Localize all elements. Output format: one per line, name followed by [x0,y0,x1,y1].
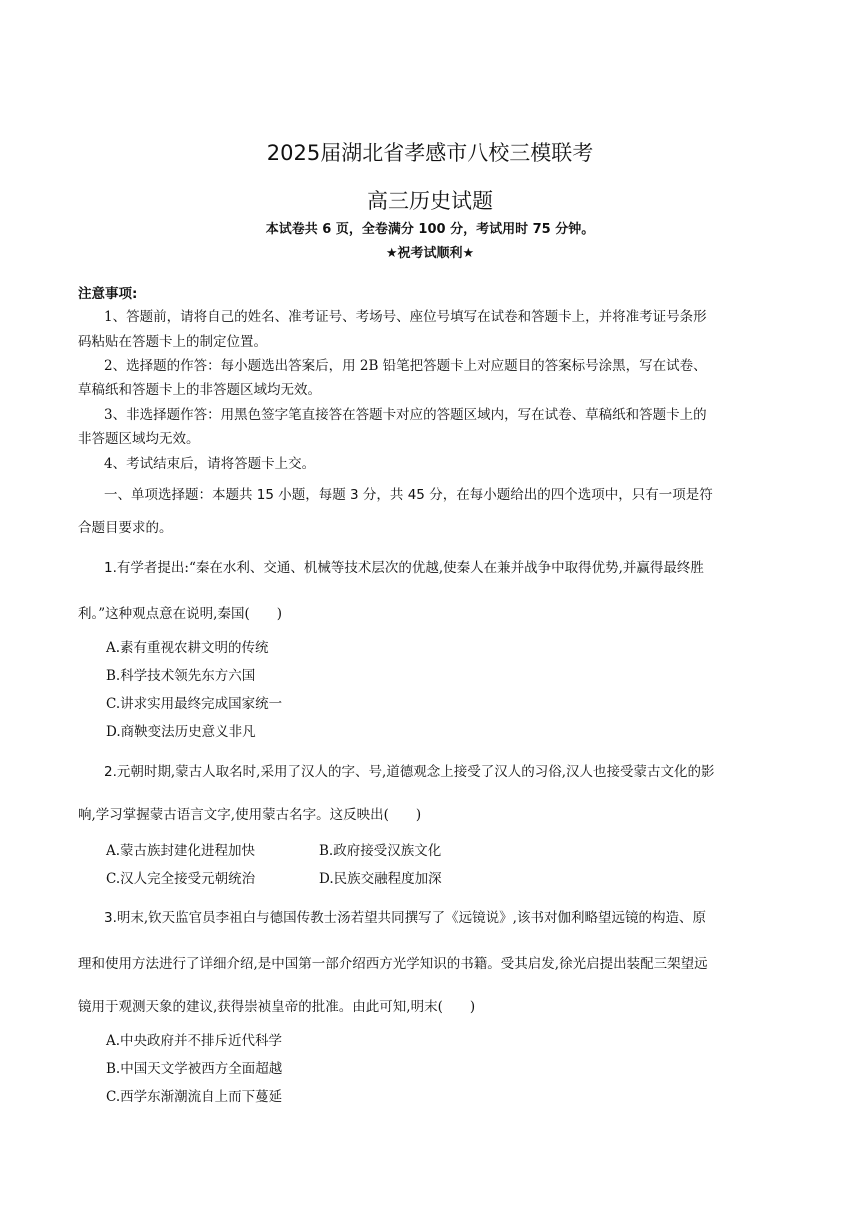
notice-item-3-line-2: 非答题区域均无效。 [78,431,200,447]
exam-info: 本试卷共 6 页，全卷满分 100 分，考试用时 75 分钟。 [265,222,595,237]
question-1-stem: 有学者提出:“秦在水利、交通、机械等技术层次的优越,使秦人在兼并战争中取得优势,并赢得最终胜 [116,560,704,576]
notice-item-1-line-1: 1、答题前，请将自己的姓名、准考证号、考场号、座位号填写在试卷和答题卡上，并将准考证号条形 [104,309,707,325]
section-1-heading [104,485,713,505]
question-1-option-c[interactable]: C.讲求实用最终完成国家统一 [106,696,283,712]
question-3-line-1 [104,908,706,928]
question-2-option-d[interactable]: D.民族交融程度加深 [319,871,442,887]
question-3-option-c[interactable]: C.西学东渐潮流自上而下蔓延 [106,1089,283,1105]
notice-item-4: 4、考试结束后，请将答题卡上交。 [104,456,316,472]
question-1-option-b[interactable]: B.科学技术领先东方六国 [106,668,256,684]
question-2-number: 2. [104,764,117,780]
question-2-line-1 [104,762,715,782]
subject-title: 高三历史试题 [367,189,493,213]
question-1-line-2: 利。”这种观点意在说明,秦国( ) [78,606,282,622]
question-2-stem: 元朝时期,蒙古人取名时,采用了汉人的字、号,道德观念上接受了汉人的习俗,汉人也接受蒙古文化的影 [116,764,715,780]
question-2-option-a[interactable]: A.蒙古族封建化进程加快 [106,843,256,859]
question-1-line-1 [104,558,704,578]
section-1-instructions: 本题共 15 小题，每题 3 分，共 45 分，在每小题给出的四个选项中，只有一项是符 [212,487,713,503]
question-3-line-3: 镜用于观测天象的建议,获得崇祯皇帝的批准。由此可知,明末( ) [78,999,476,1015]
good-luck-text: ★祝考试顺利★ [385,246,475,261]
question-3-number: 3. [104,910,117,926]
question-2-option-b[interactable]: B.政府接受汉族文化 [319,843,442,859]
question-3-option-b[interactable]: B.中国天文学被西方全面超越 [106,1061,283,1077]
exam-title: 2025届湖北省孝感市八校三模联考 [266,141,594,165]
question-3-stem: 明末,钦天监官员李祖白与德国传教士汤若望共同撰写了《远镜说》,该书对伽利略望远镜的构造、原 [116,910,706,926]
section-1-prefix: 一、单项选择题： [104,487,212,503]
section-1-instructions-line-2: 合题目要求的。 [78,520,173,536]
question-2-line-2: 响,学习掌握蒙古语言文字,使用蒙古名字。这反映出( ) [78,807,422,823]
question-1-number: 1. [104,560,117,576]
notice-item-2-line-1: 2、选择题的作答：每小题选出答案后，用 2B 铅笔把答题卡上对应题目的答案标号涂黑，写在试卷、 [104,358,707,374]
question-2-option-c[interactable]: C.汉人完全接受元朝统治 [106,871,256,887]
notice-item-2-line-2: 草稿纸和答题卡上的非答题区域均无效。 [78,382,321,398]
question-3-line-2: 理和使用方法进行了详细介绍,是中国第一部介绍西方光学知识的书籍。受其启发,徐光启提出装配三架望远 [78,956,708,972]
notice-item-3-line-1: 3、非选择题作答：用黑色签字笔直接答在答题卡对应的答题区域内，写在试卷、草稿纸和答题卡上的 [104,407,707,423]
notice-heading: 注意事项: [78,286,138,302]
question-3-option-a[interactable]: A.中央政府并不排斥近代科学 [106,1033,283,1049]
notice-item-1-line-2: 码粘贴在答题卡上的制定位置。 [78,334,267,350]
question-1-option-a[interactable]: A.素有重视农耕文明的传统 [106,640,269,656]
question-1-option-d[interactable]: D.商鞅变法历史意义非凡 [106,724,256,740]
